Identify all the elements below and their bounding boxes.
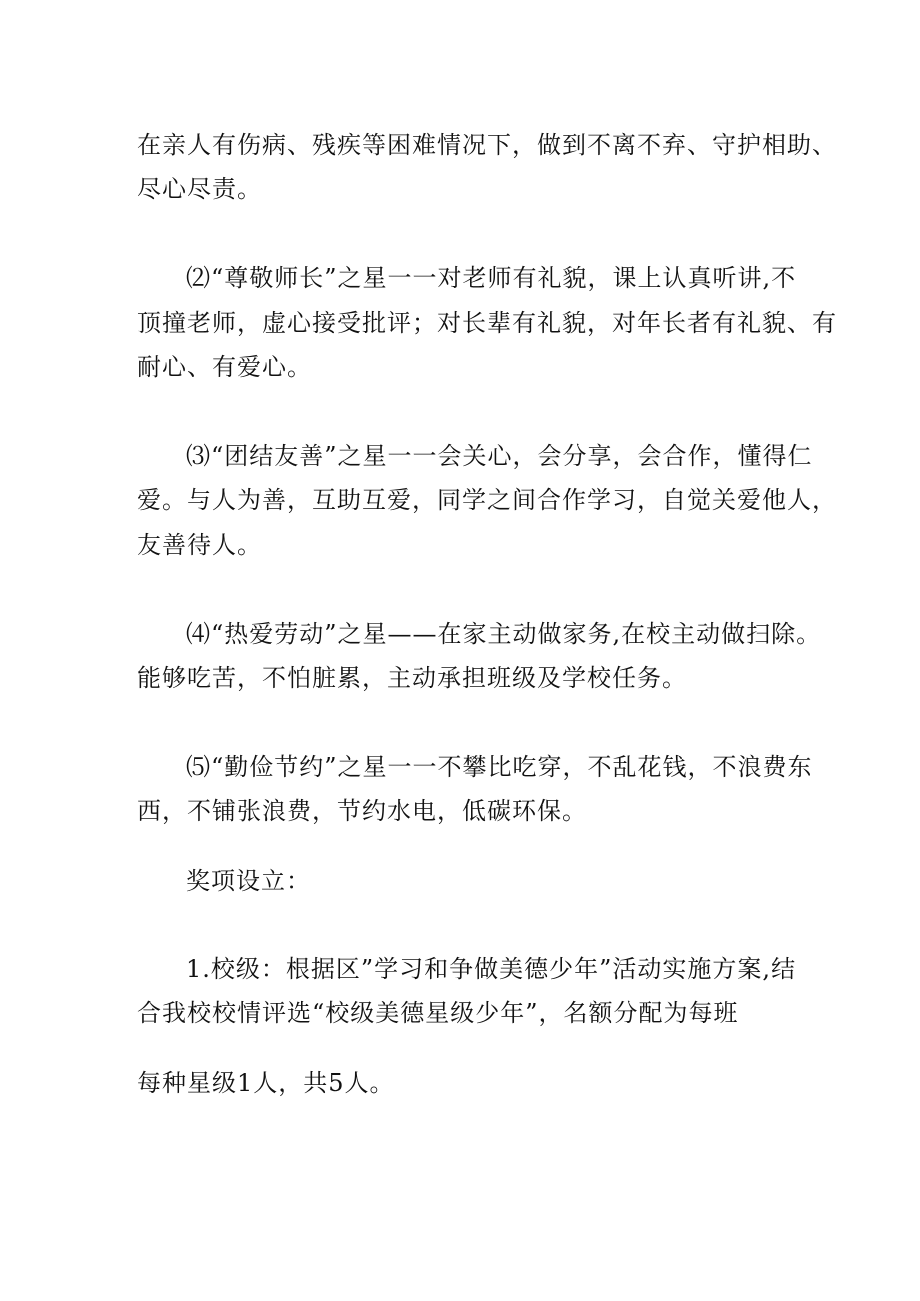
paragraph-4-line-1: ⑷“热爱劳动”之星——在家主动做家务,在校主动做扫除。 [186,620,822,648]
paragraph-5-line-2: 西，不铺张浪费，节约水电，低碳环保。 [137,797,587,825]
paragraph-1-line-2: 尽心尽责。 [137,175,262,203]
paragraph-8-line-1: 每种星级1人，共5人。 [137,1069,395,1097]
section-heading-awards: 奖项设立： [186,867,311,895]
paragraph-2-line-3: 耐心、有爱心。 [137,353,312,381]
paragraph-1-line-1: 在亲人有伤病、残疾等困难情况下，做到不离不弃、守护相助、 [137,131,837,159]
paragraph-3-line-2: 爱。与人为善，互助互爱，同学之间合作学习，自觉关爱他人， [137,486,837,514]
paragraph-2-line-1: ⑵“尊敬师长”之星一一对老师有礼貌，课上认真听讲,不 [186,264,797,292]
paragraph-2-line-2: 顶撞老师，虚心接受批评；对长辈有礼貌，对年长者有礼貌、有 [137,309,837,337]
paragraph-7-line-1: 1.校级：根据区”学习和争做美德少年”活动实施方案,结 [186,955,797,983]
paragraph-4-line-2: 能够吃苦，不怕脏累，主动承担班级及学校任务。 [137,664,687,692]
paragraph-3-line-1: ⑶“团结友善”之星一一会关心，会分享，会合作，懂得仁 [186,442,813,470]
paragraph-7-line-2: 合我校校情评选“校级美德星级少年”，名额分配为每班 [137,999,739,1027]
paragraph-5-line-1: ⑸“勤俭节约”之星一一不攀比吃穿，不乱花钱，不浪费东 [186,753,813,781]
paragraph-3-line-3: 友善待人。 [137,531,262,559]
